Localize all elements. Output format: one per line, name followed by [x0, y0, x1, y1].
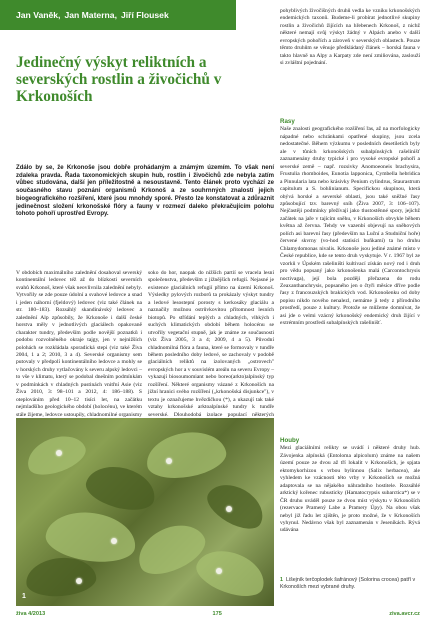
figure-caption	[280, 577, 420, 590]
author-name: Jiří Flousek	[120, 10, 169, 20]
article-title: Jedinečný výskyt reliktních a severských rostlin a živočichů v Krkonoších	[16, 54, 222, 105]
body-column-2: soko do hor, naopak do nižších partií se vracela lesní společenstva, především z jižnějších refugií. Nejasné je existence glaciálních refugií přímo na území Krkonoš. Výsledky pylových rozborů ta prokázaly výskyt tundry a ledové lesostepní porosty s kerkosáky glaciálu a naznačily možnou ostrůvkovitou přítomnost lesních biotopů. Po střídání teplých a chladných, vlhkých i suchých klimatických období během holocénu se utvořily vegetační stupně, jak je známe ze současnosti (viz Živa 2005, 3 a 4; 2009, 4 a 5). Původní chladnomilná flóra a fauna, které se formovaly v tundře během posledního doby ledové, se zachovaly v podobě glaciálních reliktů na izolovaných „ostrovech" evropských hor a v souvislém areálu na severu Evropy – vykazují biosoumomiant nebo boreo(arkto)alpínský typ rozšíření. Některé organismy vázané z Krkonoších na jižní hranici svého rozšíření („krkonošská disjunkce"), v textu je označujeme hvězdičkou (*), a ukazují tak také vztahy krkonošské arktoalpínské tundry k tundře severské. Dlouhodobá izolace populací některých	[148, 270, 274, 418]
author-name: Jan Materna,	[64, 10, 117, 20]
section-text: Naše znalosti geografického rozšíření řas, až na morfologicky nápadné nebo schránkami opatřené skupiny, jsou zcela nedostatečné. Během výzkumu v posledních desetiletích byly ale v tůních krkonošských subalpínských rašelinišť zaznamenány druhy typické i pro vysoké evropské pohoří a severské země – např. rozsivky Anomoeoneis brachysira, Frustulia rhomboides, Eunotia lapponica, Cymbella hebridica a Pinnularia lata nebo krásivky Penium cylindrus, Staurastrum capitulum a S. bohlinianum. Specifickou skupinou, která obývá horské a severské oblasti, jsou také sněžné řasy způsobující tzv. barevný sníh (Živa 2007, 3: 106–107). Nejčastěji podmínky přežívají jako tlustostěnné spory, jejichž začátek na jaře v tajícím sněhu, v Krkonoších obvykle během května až června. Tehdy ve vazenbí objevují na sněhových polích asi barevní řasy (především na Luční a Studniční hoře) červené skvrny (vo-hod statisíci buňkami) ta ho druhu Chlamydomonas nivalis. Krkonoše jsou jediné známé místo v České republice, kde se tento druh vyskytuje. V r. 1967 byl ze vzorků v Úpském rašeliništi kultivací získán nový rod i druh pro vědu popsaný jako krkonošenka malá (Carcontochrysis noctivaga), její bola později přeřazena do rodu Zeaxanthanchrysis, popsaného jen o čtyři měsíce dříve podle řasy z francouzských brakických vod. Krkonošenku od doby popisu nikdo nového nenalezl, nemáme ji tedy z přírodního prostředí, pouze z kultury. Protože se můžeme domnívat, že asi jde o velmi vzácný krkonošský endemický druh žijící v extrémním prostředí subalpínských rašelinišť.	[280, 126, 420, 327]
figure-number: 1	[22, 593, 26, 600]
article-lead: Zdálo by se, že Krkonoše jsou dobře prohádaným a známým územím. To však není zdaleka pravda. Řada taxonomických skupin hub, rostlin i živočichů zde nebyla zatím vůbec studována, další jen příležitostně a nesoustavně. Tento článek proto vychází ze současného stavu poznání organismů Krkonoš a ze souhrnných znalostí jejich biogeografického rozšíření, které jsou mnohdy sporé. Přesto lze konstatovat a zdůraznit jedinečnost složení krkonošské flóry a fauny v rozmezí daleko překračujícím polohu tohoto pohoří uprostřed Evropy.	[16, 165, 274, 218]
section-rasy	[280, 118, 420, 328]
author-name: Jan Vaněk,	[16, 10, 61, 20]
section-houby	[280, 437, 420, 535]
authors-banner	[0, 0, 236, 30]
page-footer	[16, 609, 420, 619]
section-heading: Rasy	[280, 118, 295, 125]
page-number: 175	[212, 611, 222, 617]
lichen-photo	[16, 418, 274, 606]
section-heading: Houby	[280, 437, 300, 444]
caption-number: 1	[280, 577, 283, 583]
body-column-3-intro: pohyblivých živočišných druhů vedla ke vzniku krkonošských endemických taxonů. Budeme-li probírat jednotlivé skupiny rostlin a živočichů žijících na hřebenech Krkonoš, z nichž některé nemají svůj výskyt žádný v Alpách anebo v další evropských pohořích a zároveň v severských oblastech. Pouze těmto druhům se věnuje předkládaný článek – horská fauna v takto hlavně na Alpy a Karpaty zde není zmiňována, zaslouží si zvláštní pojednání.	[280, 8, 420, 67]
journal-issue: živa 4/2013	[16, 611, 46, 617]
journal-website[interactable]: ziva.avcr.cz	[389, 611, 420, 617]
body-column-1: V obdobích maximálního zalednění dosahoval severský kontinentální ledovec též až do blízkosti severních svahů Krkonoš, které však neovlivnila zalednění nebyly. Vytvořily se zde pouze údolní a svahové ledovce a snad i jeden náhorní (fjeldový) ledovec (viz také článek na str. 180–183). Rozsáhlý skandinávský ledovec a zalednění Alp způsobily, že Krkonoše i další české horstva měly v jednotlivých glaciálech opakovaně charakter tundry, především podle novější poznatků i podobu rozvolněného okraje tajgy, jen v nejnižších polohách se rozkládala sporadická stepi (viz také Živa 2004, 1 a 2; 2010, 3 a 4). Severské organismy sem putovaly v předpolí kontinentálního ledovce a mohly se v horských druhy vytlačovány k severu alpský ledovci – to vše v klimatu, který se podobal dnešním podmínkám v podmínkách v chladných pustinách vnitřní Asie (viz Živa 2010, 3: 98–101 a 2012, 4: 186–188). S oteplováním před 10–12 tisíci let, na začátku nejmladšího geologického období (holocénu), ve kterém stále žijeme, ledovce ustoupily, chladnomilné organismy	[16, 270, 142, 418]
section-text: Mezi glaciálními relikty se uvádí i některé druhy hub. Závojenka alpínská (Entoloma alpicolum) známe na našem území pouze ze dvou až tří lokalit v Krkonoších, je spjata ektomykorhizou s vrbou bylinnou (Salix herbacea), ale vyhledem ke vzácnosti této vrby v Krkonoších se možná adaptovala se na nějakého náhradního hostitele. Rozsáhlé arktický kořenec rubusticky (Hamatocrypsis subarctica*) se v ČR druhu uváděl pouze ze dvou míst výskytu v Krkonoších (rezervace Pramený Labe a Pramery Úpy). Na obou však nebyl již řadu let zjištěn, je proto možné, že v Krkonoších vyhynul. Nedávno však byl zaznamenán v Jeseníkách. Rývá udávána	[280, 445, 420, 534]
caption-text: Lišejník terčoplodek šafránový (Solorina crocea) patří v Krkonoších mezi vybrané druhy.	[280, 577, 416, 590]
